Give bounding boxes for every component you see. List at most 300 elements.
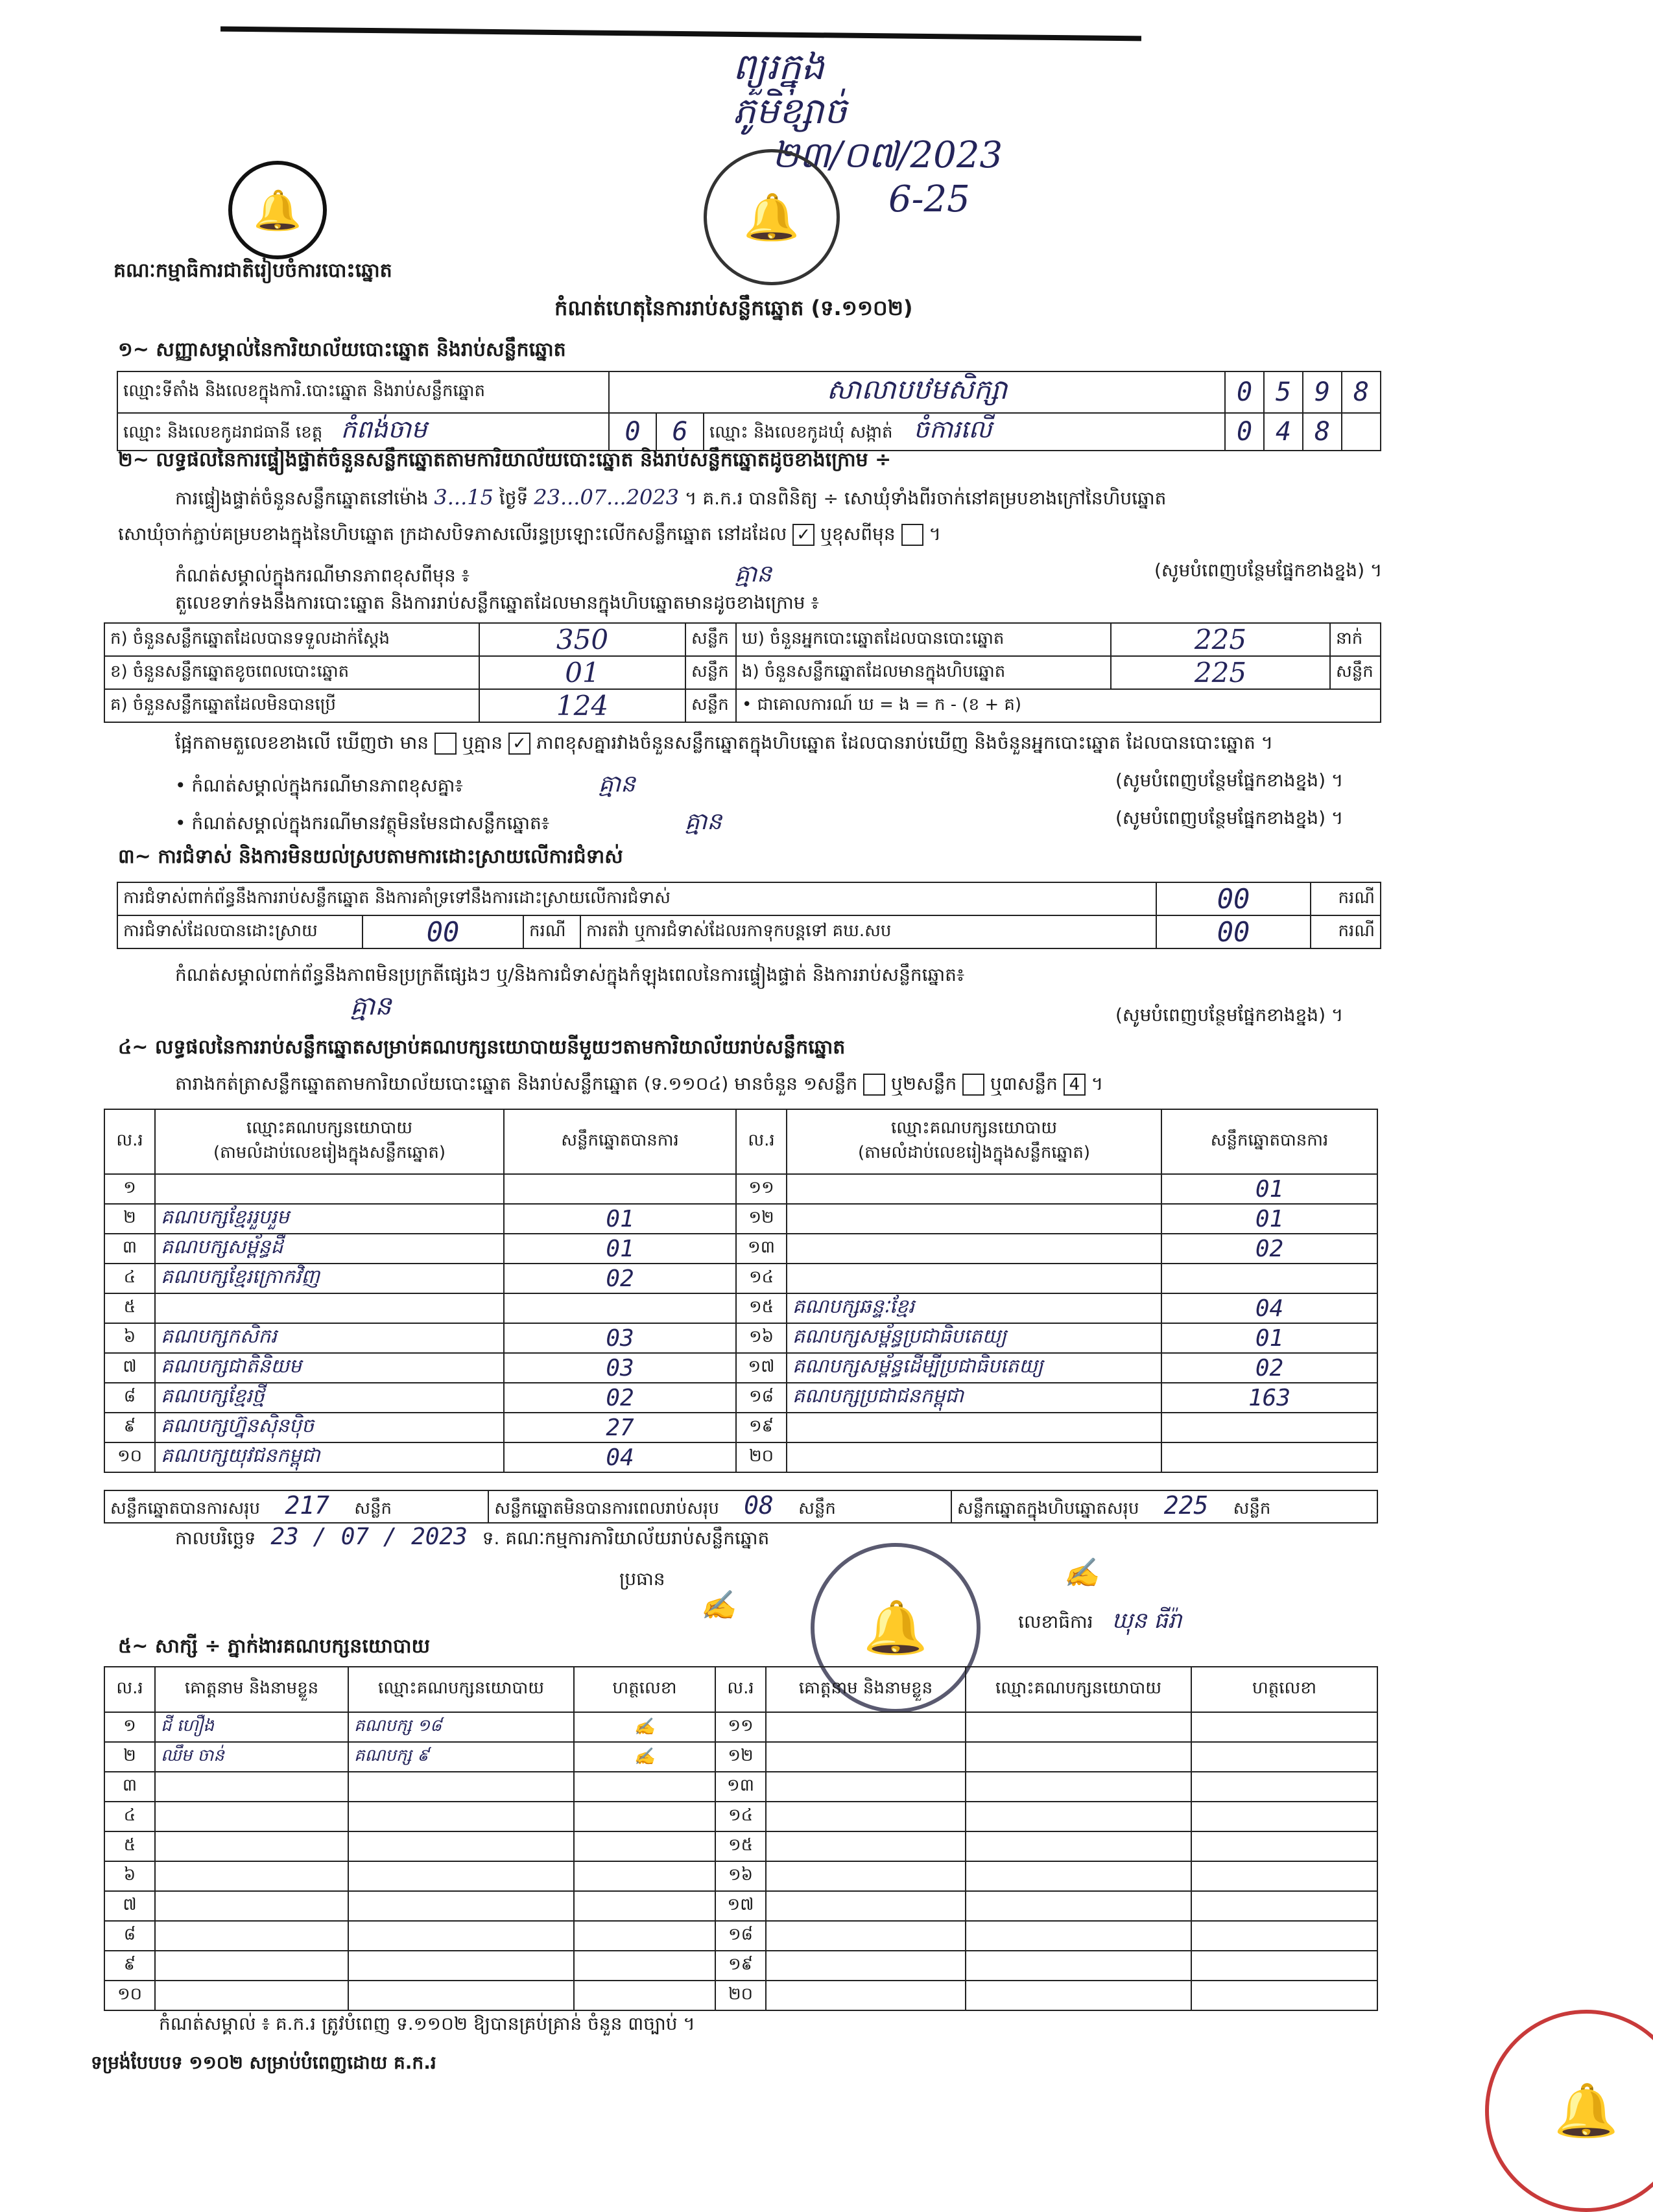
col-votes-header: សន្លឹកឆ្នោតបានការ [504,1109,736,1174]
figure-unit-e: សន្លឹក [1330,656,1381,689]
witness-signature: ✍ [574,1712,715,1742]
party-name: គណបក្សខ្មែររួបរួម [155,1204,504,1234]
party-number: ២ [104,1204,155,1234]
party-votes [504,1293,736,1323]
commune-label-text: ឈ្មោះ និងលេខកូដឃុំ សង្កាត់ [709,423,893,442]
figure-label-b: ខ) ចំនួនសន្លឹកឆ្នោតខូចពេលបោះឆ្នោត [104,656,479,689]
complaints-count-unit: ករណី [1311,882,1381,915]
party-name: គណបក្សកសិករ [155,1323,504,1353]
top-edge-line [220,27,1141,41]
tally-sheet-count-line: តារាងកត់ត្រាសន្លឹកឆ្នោតតាមការិយាល័យបោះឆ្នោត និងរាប់សន្លឹកឆ្នោត (ទ.១១០៤) មានចំនួន ១សន្លឹក ឬ២សន្លឹក ឬ៣សន្លឹក 4 ។ [175,1073,1104,1094]
witness-number: ៧ [104,1891,155,1921]
figure-unit-c: សន្លឹក [685,689,736,722]
seal-status-text: សោឃុំចាក់ភ្ជាប់គម្របខាងក្នុងនៃហិបឆ្នោត ក្រដាសបិទភាសលើរន្ធប្រឡោះលើកសន្លឹកឆ្នោត នៅដដែល [118,523,787,545]
party-votes: 02 [1161,1353,1377,1383]
total-valid-unit: សន្លឹក [354,1499,392,1518]
non-ballot-note-line [175,806,722,841]
witness-number: ១៧ [715,1891,766,1921]
section4-heading: ៤~ លទ្ធផលនៃការរាប់សន្លឹកឆ្នោតសម្រាប់គណបក្សនយោបាយនីមួយៗតាមការិយាល័យរាប់សន្លឹកឆ្នោត [118,1036,846,1059]
witness-signature [1191,1712,1377,1742]
committee-seal-icon: 🔔 [811,1543,981,1713]
witness-number: ១៥ [715,1831,766,1861]
witness-party [348,1981,574,2010]
top-note-line-1: ព្យួរក្នុង [733,46,825,88]
changed-checkbox[interactable] [901,524,923,546]
witness-party [966,1891,1191,1921]
difference-label: ផ្អែកតាមតួលេខខាងលើ ឃើញថា មាន [175,732,429,753]
witness-col-name: គោត្តនាម និងនាមខ្លួន [155,1667,348,1712]
witness-signature [1191,1742,1377,1772]
form-footer: ទម្រង់បែបបទ ១១០២ សម្រាប់បំពេញដោយ គ.ក.រ [91,2052,436,2073]
party-name: គណបក្សឆន្ទៈខ្មែរ [787,1293,1161,1323]
commune-code-digit: 8 [1303,413,1342,451]
commune-code-digit: 4 [1264,413,1303,451]
witness-signature: ✍ [574,1742,715,1772]
signing-date-value: 23 / 07 / 2023 [270,1524,468,1550]
non-ballot-note-value: គ្មាន [684,808,722,835]
total-box-value: 225 [1163,1491,1209,1520]
party-name: គណបក្សសម្ព័ន្ធដឺ [155,1234,504,1264]
col-party-header [787,1109,1161,1174]
complaints-count-value: 00 [1156,882,1311,915]
difference-note-suffix: (សូមបំពេញបន្ថែមផ្នែកខាងខ្នង) ។ [1115,770,1344,791]
witness-signature [1191,1981,1377,2010]
figure-unit-d: នាក់ [1330,623,1381,656]
empty-digit-cell [1342,413,1381,451]
witness-name [766,1861,966,1891]
party-name: គណបក្សជាតិនិយម [155,1353,504,1383]
witness-row [104,1712,1377,1742]
witness-col-sign: ហត្ថលេខា [574,1667,715,1712]
has-difference-checkbox[interactable] [434,733,457,755]
witness-number: ៣ [104,1772,155,1802]
province-code-digit: 6 [656,413,704,451]
inspection-time-label: ការផ្ទៀងផ្ទាត់ចំនួនសន្លឹកឆ្នោតនៅម៉ោង [175,488,429,509]
two-sheet-checkbox[interactable] [962,1074,984,1096]
escalated-value: 00 [1156,915,1311,948]
figure-value-d: 225 [1111,623,1330,656]
party-name: គណបក្សសម្ព័ន្ធដើម្បីប្រជាធិបតេយ្យ [787,1353,1161,1383]
witness-col-party: ឈ្មោះគណបក្សនយោបាយ [348,1667,574,1712]
witness-party [348,1831,574,1861]
inspection-date-value: 23...07...2023 [534,485,680,510]
witness-number: ១៦ [715,1861,766,1891]
secretary-label: លេខាធិការ [1018,1611,1093,1632]
witness-party [966,1921,1191,1951]
total-box-label: សន្លឹកឆ្នោតក្នុងហិបឆ្នោតសរុប [957,1499,1139,1518]
resolved-unit: ករណី [523,915,580,948]
witness-number: ៤ [104,1802,155,1831]
figure-value-b: 01 [479,656,685,689]
three-sheet-checkbox[interactable]: 4 [1064,1074,1086,1096]
party-votes: 02 [504,1383,736,1413]
witness-name [155,1921,348,1951]
red-seal-icon: 🔔 [1485,2010,1653,2212]
party-name [787,1204,1161,1234]
witness-name [155,1981,348,2010]
witness-number: ១ [104,1712,155,1742]
secretary-line [1018,1606,1182,1639]
party-votes: 01 [1161,1204,1377,1234]
witness-name: ឈឹម ចាន់ [155,1742,348,1772]
witness-name [766,1802,966,1831]
party-number: ១៤ [736,1264,787,1293]
total-invalid-unit: សន្លឹក [798,1499,836,1518]
witness-party [348,1891,574,1921]
signing-date-label: កាលបរិច្ឆេទ [175,1527,256,1549]
escalated-unit: ករណី [1311,915,1381,948]
witness-party [348,1951,574,1981]
witness-row [104,1891,1377,1921]
party-number: ១៥ [736,1293,787,1323]
witness-rows [104,1712,1377,2010]
party-name [787,1413,1161,1442]
inspection-line-1 [175,485,1166,513]
section3-heading: ៣~ ការជំទាស់ និងការមិនយល់ស្របតាមការដោះស្រាយលើការជំទាស់ [118,845,623,868]
secretary-signature: ✍ [1064,1557,1099,1590]
witness-signature [574,1802,715,1831]
witness-col-name: គោត្តនាម និងនាមខ្លួន [766,1667,966,1712]
party-result-row [104,1234,1377,1264]
party-result-row [104,1204,1377,1234]
party-name: គណបក្សខ្មែរថ្មី [155,1383,504,1413]
top-note-line-2: ភូមិខ្សាច់ [733,90,847,132]
party-number: ១ [104,1174,155,1204]
party-votes: 01 [1161,1323,1377,1353]
total-invalid-value: 08 [744,1491,774,1520]
party-votes: 01 [504,1234,736,1264]
party-number: ១៧ [736,1353,787,1383]
witness-number: ១២ [715,1742,766,1772]
total-box-unit: សន្លឹក [1233,1499,1271,1518]
col-no-header: ល.រ [104,1109,155,1174]
witness-party [348,1772,574,1802]
witness-row [104,1802,1377,1831]
party-name: គណបក្សយុវជនកម្ពុជា [155,1442,504,1472]
witness-name [155,1772,348,1802]
party-votes [1161,1442,1377,1472]
witness-signature [574,1981,715,2010]
witness-signature [574,1831,715,1861]
inspection-note-value: គ្មាន [734,561,772,587]
complaints-table [117,882,1381,949]
witness-party [966,1981,1191,2010]
difference-line [175,731,1273,758]
party-rows [104,1174,1377,1472]
witness-signature [1191,1861,1377,1891]
party-name: គណបក្សខ្មែរក្រោកវិញ [155,1264,504,1293]
inspection-note-label: កំណត់សម្គាល់ក្នុងករណីមានភាពខុសពីមុន ៖ [175,565,470,586]
signing-committee-label: ទ. គណៈកម្មការការិយាល័យរាប់សន្លឹកឆ្នោត [482,1527,770,1549]
witness-name [155,1951,348,1981]
completion-note: កំណត់សម្គាល់ ៖ គ.ក.រ ត្រូវបំពេញ ទ.១១០២ ឱ្យបានគ្រប់គ្រាន់ ចំនួន ៣ច្បាប់ ។ [159,2013,695,2034]
witness-col-party: ឈ្មោះគណបក្សនយោបាយ [966,1667,1191,1712]
party-votes: 04 [1161,1293,1377,1323]
party-number: ១២ [736,1204,787,1234]
party-number: ៥ [104,1293,155,1323]
party-votes: 01 [1161,1174,1377,1204]
witness-number: ៦ [104,1861,155,1891]
no-difference-label: ឬគ្មាន [462,732,503,753]
commune-value: ចំការលើ [913,415,992,443]
one-sheet-checkbox[interactable] [863,1074,885,1096]
witness-name [766,1891,966,1921]
witness-number: ១៩ [715,1951,766,1981]
station-name-value: សាលាបឋមសិក្សា [609,371,1225,413]
party-votes: 163 [1161,1383,1377,1413]
inspection-date-label: ថ្ងៃទី [499,488,529,509]
section2-heading: ២~ លទ្ធផលនៃការផ្ទៀងផ្ទាត់ចំនួនសន្លឹកឆ្នោតតាមការិយាល័យបោះឆ្នោត និងរាប់សន្លឹកឆ្នោតដូចខាងក្រោម ÷ [118,449,892,471]
province-value: កំពង់ចាម [340,415,427,443]
station-code-digit: 0 [1225,371,1264,413]
party-name: គណបក្សប្រជាជនកម្ពុជា [787,1383,1161,1413]
witness-col-sign: ហត្ថលេខា [1191,1667,1377,1712]
changed-label: ឬខុសពីមុន [820,523,896,545]
province-code-digit: 0 [609,413,656,451]
station-name-label: ឈ្មោះទីតាំង និងលេខក្នុងការិ.បោះឆ្នោត និងរាប់សន្លឹកឆ្នោត [117,371,609,413]
col-party-subtitle: (តាមលំដាប់លេខរៀងក្នុងសន្លឹកឆ្នោត) [857,1143,1091,1162]
witness-signature [574,1951,715,1981]
witness-name [766,1712,966,1742]
figures-intro: តួលេខទាក់ទងនឹងការបោះឆ្នោត និងការរាប់សន្លឹកឆ្នោតដែលមានក្នុងហិបឆ្នោតមានដូចខាងក្រោម ៖ [175,592,819,613]
witness-party [966,1831,1191,1861]
ballot-figures-table [104,622,1381,723]
tally-sheet-count-text: តារាងកត់ត្រាសន្លឹកឆ្នោតតាមការិយាល័យបោះឆ្នោត និងរាប់សន្លឹកឆ្នោត (ទ.១១០៤) មានចំនួន ១សន្លឹក [175,1073,858,1094]
witness-name [766,1951,966,1981]
witness-party [966,1742,1191,1772]
party-result-row [104,1442,1377,1472]
party-votes: 27 [504,1413,736,1442]
figure-label-c: គ) ចំនួនសន្លឹកឆ្នោតដែលមិនបានប្រើ [104,689,479,722]
party-votes [1161,1413,1377,1442]
station-code-digit: 8 [1342,371,1381,413]
top-note-line-3: ២៣/០៧/2023 [772,134,1003,176]
figure-unit-a: សន្លឹក [685,623,736,656]
party-votes: 01 [504,1204,736,1234]
two-sheet-label: ឬ២សន្លឹក [891,1073,957,1094]
non-ballot-note-label: • កំណត់សម្គាល់ក្នុងករណីមានវត្ថុមិនមែនជាសន្លឹកឆ្នោត៖ [175,812,550,834]
witness-row [104,1831,1377,1861]
col-party-title: ឈ្មោះគណបក្សនយោបាយ [891,1118,1057,1138]
witness-number: ៨ [104,1921,155,1951]
witness-row [104,1861,1377,1891]
party-number: ១៩ [736,1413,787,1442]
witness-col-no: ល.រ [104,1667,155,1712]
party-votes [1161,1264,1377,1293]
party-number: ៦ [104,1323,155,1353]
witness-party [348,1861,574,1891]
witness-name [766,1772,966,1802]
party-number: ១៣ [736,1234,787,1264]
party-results-table [104,1109,1378,1473]
party-result-row [104,1353,1377,1383]
figure-value-a: 350 [479,623,685,656]
inspection-note-suffix: (សូមបំពេញបន្ថែមផ្នែកខាងខ្នង) ។ [1154,559,1383,581]
witness-name [155,1802,348,1831]
witness-party: គណបក្ស ១៨ [348,1712,574,1742]
witness-signature [574,1772,715,1802]
party-votes: 04 [504,1442,736,1472]
province-label [117,413,609,451]
party-name [787,1174,1161,1204]
witness-party [348,1921,574,1951]
party-number: ១៨ [736,1383,787,1413]
party-name: គណបក្សសម្ព័ន្ធប្រជាធិបតេយ្យ [787,1323,1161,1353]
witness-signature [574,1861,715,1891]
figure-label-d: ឃ) ចំនួនអ្នកបោះឆ្នោតដែលបានបោះឆ្នោត [736,623,1111,656]
party-votes: 03 [504,1353,736,1383]
province-label-text: ឈ្មោះ និងលេខកូដរាជធានី ខេត្ត [123,423,323,442]
witness-name [766,1831,966,1861]
inspection-note-line [175,559,772,593]
secretary-name: ឃុន ធីរ៉ា [1112,1608,1182,1634]
figure-formula: • ជាគោលការណ៍ ឃ = ង = ក - (ខ + គ) [736,689,1381,722]
witness-party [348,1802,574,1831]
commune-label [704,413,1225,451]
station-code-digit: 5 [1264,371,1303,413]
witness-number: ១៨ [715,1921,766,1951]
witness-signature [1191,1921,1377,1951]
difference-text: ភាពខុសគ្នារវាងចំនួនសន្លឹកឆ្នោតក្នុងហិបឆ្នោត ដែលបានរាប់ឃើញ និងចំនួនអ្នកបោះឆ្នោត ដែលបានបោះឆ្នោត ។ [536,732,1274,753]
party-name [787,1234,1161,1264]
witness-table [104,1666,1378,2011]
party-votes [504,1174,736,1204]
witness-signature [574,1891,715,1921]
col-party-subtitle: (តាមលំដាប់លេខរៀងក្នុងសន្លឹកឆ្នោត) [213,1143,446,1162]
party-result-row [104,1413,1377,1442]
party-votes: 02 [1161,1234,1377,1264]
total-valid-cell [104,1490,488,1523]
col-party-header [155,1109,504,1174]
complaints-count-label: ការជំទាស់ពាក់ព័ន្ធនឹងការរាប់សន្លឹកឆ្នោត និងការគាំទ្រទៅនឹងការដោះស្រាយលើការជំទាស់ [117,882,1156,915]
witness-number: ១៤ [715,1802,766,1831]
party-name [155,1293,504,1323]
station-identity-table [117,371,1381,451]
witness-number: ២ [104,1742,155,1772]
witness-row [104,1981,1377,2010]
non-ballot-note-suffix: (សូមបំពេញបន្ថែមផ្នែកខាងខ្នង) ។ [1115,807,1344,829]
party-number: ៩ [104,1413,155,1442]
figure-value-c: 124 [479,689,685,722]
party-number: ៤ [104,1264,155,1293]
receipt-stamp-icon: 🔔 [704,149,840,285]
witness-signature [1191,1772,1377,1802]
inspection-time-value: 3...15 [434,485,494,510]
inspection-line-2: សោឃុំចាក់ភ្ជាប់គម្របខាងក្នុងនៃហិបឆ្នោត ក្រដាសបិទភាសលើរន្ធប្រឡោះលើកសន្លឹកឆ្នោត នៅដដែល ✓ ឬខុសពីមុន ។ [118,523,941,545]
total-valid-label: សន្លឹកឆ្នោតបានការសរុប [110,1499,261,1518]
party-result-row [104,1323,1377,1353]
col-party-title: ឈ្មោះគណបក្សនយោបាយ [246,1118,412,1138]
party-number: ៨ [104,1383,155,1413]
party-number: ១៦ [736,1323,787,1353]
party-result-row [104,1264,1377,1293]
witness-row [104,1951,1377,1981]
party-votes: 02 [504,1264,736,1293]
witness-number: ៥ [104,1831,155,1861]
party-name [787,1264,1161,1293]
nec-emblem-icon: 🔔 [228,161,327,259]
top-note-line-4: 6-25 [888,178,970,220]
col-votes-header: សន្លឹកឆ្នោតបានការ [1161,1109,1377,1174]
party-name [787,1442,1161,1472]
party-result-row [104,1293,1377,1323]
three-sheet-label: ឬ៣សន្លឹក [990,1073,1058,1094]
party-number: ១១ [736,1174,787,1204]
witness-party [966,1712,1191,1742]
organization-name: គណៈកម្មាធិការជាតិរៀបចំការបោះឆ្នោត [113,259,392,282]
witness-number: ១០ [104,1981,155,2010]
witness-number: ១៣ [715,1772,766,1802]
party-name [155,1174,504,1204]
difference-note-line [175,769,636,803]
figure-label-a: ក) ចំនួនសន្លឹកឆ្នោតដែលបានទទួលដាក់ស្តែង [104,623,479,656]
form-title: កំណត់ហេតុនៃការរាប់សន្លឹកឆ្នោត (ទ.១១០២) [554,296,913,320]
inspection-text: ។ គ.ក.រ បានពិនិត្យ ÷ សោឃុំទាំងពីរចាក់នៅគម្របខាងក្រៅនៃហិបឆ្នោត [685,488,1167,509]
signing-line [175,1524,769,1553]
witness-party [966,1802,1191,1831]
witness-party [966,1772,1191,1802]
witness-signature [1191,1891,1377,1921]
total-invalid-cell [488,1490,951,1523]
party-number: ៧ [104,1353,155,1383]
witness-col-no: ល.រ [715,1667,766,1712]
difference-note-value: គ្មាន [598,771,636,797]
col-no-header: ល.រ [736,1109,787,1174]
witness-name [155,1891,348,1921]
chair-label: ប្រធាន [619,1568,665,1590]
results-totals-table [104,1490,1378,1524]
chair-signature: ✍ [700,1589,736,1622]
commune-code-digit: 0 [1225,413,1264,451]
witness-signature [574,1921,715,1951]
witness-party [966,1951,1191,1981]
witness-name [155,1861,348,1891]
witness-number: ២០ [715,1981,766,2010]
same-checkbox[interactable]: ✓ [792,524,815,546]
irregularity-note-suffix: (សូមបំពេញបន្ថែមផ្នែកខាងខ្នង) ។ [1115,1004,1344,1026]
witness-row [104,1772,1377,1802]
irregularity-note-value: គ្មាន [350,991,392,1021]
party-result-row [104,1383,1377,1413]
figure-value-e: 225 [1111,656,1330,689]
escalated-label: ការតវ៉ា ឬការជំទាស់ដែលរកាទុកបន្តទៅ គឃ.សប [580,915,1156,948]
witness-party: គណបក្ស ៩ [348,1742,574,1772]
section5-heading: ៥~ សាក្សី ÷ ភ្នាក់ងារគណបក្សនយោបាយ [118,1635,431,1658]
difference-note-label: • កំណត់សម្គាល់ក្នុងករណីមានភាពខុសគ្នា៖ [175,775,463,796]
irregularity-note-label: កំណត់សម្គាល់ពាក់ព័ន្ធនឹងភាពមិនប្រក្រតីផ្សេងៗ ឬ/និងការជំទាស់ក្នុងកំឡុងពេលនៃការផ្ទៀងផ្ទាត់ និងការរាប់សន្លឹកឆ្នោត៖ [175,964,965,985]
section1-heading: ១~ សញ្ញាសម្គាល់នៃការិយាល័យបោះឆ្នោត និងរាប់សន្លឹកឆ្នោត [118,338,566,361]
witness-name [766,1981,966,2010]
party-votes: 03 [504,1323,736,1353]
witness-signature [1191,1951,1377,1981]
no-difference-checkbox[interactable]: ✓ [508,733,530,755]
witness-name [766,1742,966,1772]
figure-label-e: ង) ចំនួនសន្លឹកឆ្នោតដែលមានក្នុងហិបឆ្នោត [736,656,1111,689]
witness-number: ៩ [104,1951,155,1981]
party-number: ១០ [104,1442,155,1472]
witness-signature [1191,1802,1377,1831]
party-number: ៣ [104,1234,155,1264]
figure-unit-b: សន្លឹក [685,656,736,689]
witness-number: ១១ [715,1712,766,1742]
witness-party [966,1861,1191,1891]
witness-row [104,1921,1377,1951]
resolved-value: 00 [363,915,523,948]
witness-signature [1191,1831,1377,1861]
station-code-digit: 9 [1303,371,1342,413]
witness-name [155,1831,348,1861]
party-name: គណបក្សហ្វ៊ុនស៊ិនប៉ិច [155,1413,504,1442]
